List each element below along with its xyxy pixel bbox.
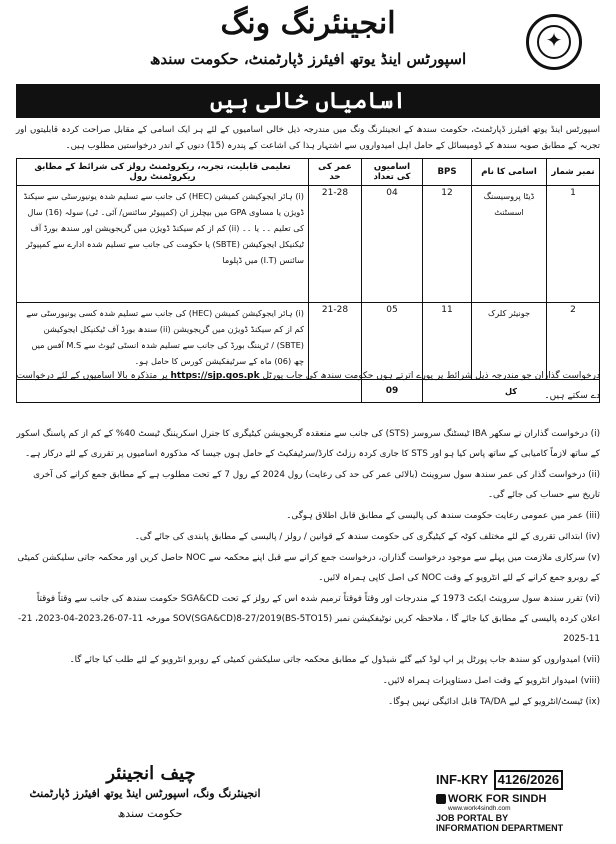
- total-label: کل: [423, 380, 600, 403]
- job-portal-link[interactable]: https://sjp.gos.pk: [170, 371, 260, 381]
- job-portal-by-label: JOB PORTAL BY: [436, 813, 509, 823]
- work-for-sindh-logo-icon: [436, 794, 446, 804]
- information-department-label: INFORMATION DEPARTMENT: [436, 823, 564, 833]
- work-for-sindh-label: WORK FOR SINDH: [448, 793, 547, 805]
- condition-item: (vi) تقرر سندھ سول سروینٹ ایکٹ 1973 کے مندرجات اور وقتاً فوقتاً ترمیم شدہ اس کے رولز کے تحت SGA&CD حکومت سندھ کی جانب سے وقتاً فوقتاً اعلان کردہ پالیسی کے مطابق کیا جائے گا ، ملاحظہ کریں نوٹیفکیشن نمبر SOV(SGA&CD)8-27/2019(BS-5TO15) مورخہ 11-07-2023،26-04-2023، 21-11-2025: [17, 594, 600, 644]
- signatory-title: چیف انجینئر: [106, 763, 196, 784]
- cell-qualification: (i) ہائر ایجوکیشن کمیشن (HEC) کی جانب سے تسلیم شدہ کسی یونیورسٹی سے کم از کم سیکنڈ ڈویژن میں گریجویشن (ii) سندھ بورڈ آف ٹیکنیکل ایجوکیشن (SBTE) / ٹریننگ بورڈ کی جانب سے تسلیم شدہ انسٹی ٹیوٹ سے M.S آفس میں چھ (06) ماہ کے سرٹیفکیشن کورس کا حامل ہو۔: [17, 303, 309, 380]
- col-header-qualification: تعلیمی قابلیت، تجربہ، ریکروٹمنٹ رولز کی شرائط کے مطابق ریکروٹمنٹ رول: [17, 159, 309, 186]
- condition-item: (viii) امیدوار انٹرویو کے وقت اصل دستاویزات ہمراہ لائیں۔: [382, 676, 600, 686]
- ad-title: انجینئرنگ ونگ: [220, 6, 396, 41]
- cell-sr: 2: [547, 303, 600, 380]
- ad-reference-code: [436, 770, 568, 790]
- apply-text-after: پر متذکرہ بالا اسامیوں کے لئے درخواست دے سکتے ہیں۔: [16, 371, 600, 401]
- total-posts: 09: [362, 380, 423, 403]
- department-name: اسپورٹس اینڈ یوتھ افیئرز ڈپارٹمنٹ، حکومت سندھ: [149, 50, 467, 68]
- conditions-list: [16, 424, 600, 713]
- cell-age: 21-28: [309, 186, 362, 303]
- apply-text-before: درخواست گذاران جو مندرجہ ذیل شرائط پر پورے اترتے ہوں حکومت سندھ کی جاب پورٹل: [262, 371, 600, 381]
- condition-item: (iii) عمر میں عمومی رعایت حکومت سندھ کی پالیسی کے مطابق قابل اطلاق ہوگی۔: [286, 511, 600, 521]
- condition-item: (i) درخواست گذاران نے سکھر IBA ٹیسٹنگ سروسز (STS) کی جانب سے منعقدہ گریجویشن کیٹیگری کا جنرل اسکریننگ ٹیسٹ 40% کے کم از کم پاسنگ اسکور کے ساتھ لازماً کامیابی کے ساتھ پاس کیا ہو اور STS کا جاری کردہ رزلٹ کارڈ/سرٹیفکیٹ کے حامل ہوں جیسا کہ مذکورہ اسامیوں پر تقرری کے لئے درکار ہے۔: [16, 429, 600, 459]
- col-header-sr: نمبر شمار: [547, 159, 600, 186]
- sindh-government-seal-icon: [526, 14, 582, 70]
- cell-post-name: ڈیٹا پروسیسنگ اسسٹنٹ: [472, 186, 547, 303]
- vacancies-banner: اسامیاں خالی ہیں: [16, 84, 600, 118]
- condition-item: (ix) ٹیسٹ/انٹرویو کے لیے TA/DA قابل ادائیگی نہیں ہوگا۔: [387, 697, 600, 707]
- table-header-row: [17, 159, 600, 186]
- condition-item: (iv) ابتدائی تقرری کے لئے مختلف کوٹہ کے کیٹیگری کی حکومت سندھ کے قوانین / رولز / پالیسی کے مطابق پابندی کی جائے گی۔: [134, 532, 600, 542]
- cell-post-name: جونیئر کلرک: [472, 303, 547, 380]
- work-for-sindh-url: www.work4sindh.com: [448, 805, 511, 812]
- ad-code-number: 4126/2026: [494, 770, 563, 790]
- information-department-badge: [436, 770, 568, 840]
- condition-item: (ii) درخواست گذار کی عمر سندھ سول سروینٹ (بالائی عمر کی حد کی رعایت) رول 2024 کے رول 7 کے تحت مطلوب ہے کے مطابق جمع کرانے کی آخری تاریخ سے حساب کی جائے گی۔: [33, 470, 600, 500]
- cell-posts: 04: [362, 186, 423, 303]
- cell-bps: 11: [423, 303, 472, 380]
- seal-star-icon: ✦: [545, 28, 563, 52]
- intro-paragraph: اسپورٹس اینڈ یوتھ افیئرز ڈپارٹمنٹ، حکومت سندھ کے انجینئرنگ ونگ میں مندرجہ ذیل خالی اسامیوں کے لئے ہر ایک اسامی کے مقابل صراحت کردہ قابلیتوں اور تجربہ کے مطابق صوبہ سندھ کے ڈومیسائل کے حامل اہل امیدواروں سے اشتہار ہذا کی اشاعت کے پندرہ (15) دنوں کے اندر درخواستیں مطلوب ہیں۔: [16, 125, 600, 151]
- cell-qualification: (i) ہائر ایجوکیشن کمیشن (HEC) کی جانب سے تسلیم شدہ یونیورسٹی سے سیکنڈ ڈویژن یا مساوی GPA میں بیچلرز ان (کمپیوٹر سائنس/ آئی۔ ٹی) سولہ (16) سال کی تعلیم ۔۔ یا ۔۔ (ii) کم از کم سیکنڈ ڈویژن میں گریجویشن اور سندھ بورڈ آف ٹیکنیکل ایجوکیشن (SBTE) یا حکومت کی جانب سے تسلیم شدہ ادارے سے کمپیوٹر سائنس (I.T) میں ڈپلوما: [17, 186, 309, 303]
- work-for-sindh-brand: [436, 793, 568, 805]
- cell-sr: 1: [547, 186, 600, 303]
- condition-item: (v) سرکاری ملازمت میں پہلے سے موجود درخواست گذاران، درخواست جمع کرانے سے قبل اپنے محکمہ سے NOC حاصل کریں اور محکمہ جاتی سلیکشن کمیٹی کے روبرو جمع کرانے کے لئے انٹرویو کے وقت NOC کی اصل کاپی ہمراہ لائیں۔: [17, 553, 600, 583]
- col-header-age: عمر کی حد: [309, 159, 362, 186]
- signatory-department: انجینئرنگ ونگ، اسپورٹس اینڈ یوتھ افیئرز ڈپارٹمنٹ: [29, 787, 261, 800]
- ad-code-prefix: INF-KRY: [436, 772, 488, 787]
- cell-posts: 05: [362, 303, 423, 380]
- condition-item: (vii) امیدواروں کو سندھ جاب پورٹل پر اپ لوڈ کیے گئے شیڈول کے مطابق محکمہ جاتی سلیکشن کمیٹی کے روبرو انٹرویو کے لئے طلب کیا جائے گا۔: [69, 655, 600, 665]
- application-instructions: [16, 366, 600, 406]
- cell-age: 21-28: [309, 303, 362, 380]
- table-row: [17, 186, 600, 303]
- col-header-post-name: اسامی کا نام: [472, 159, 547, 186]
- col-header-bps: BPS: [423, 159, 472, 186]
- cell-bps: 12: [423, 186, 472, 303]
- signatory-government: حکومت سندھ: [117, 807, 183, 820]
- col-header-posts: اسامیوں کی تعداد: [362, 159, 423, 186]
